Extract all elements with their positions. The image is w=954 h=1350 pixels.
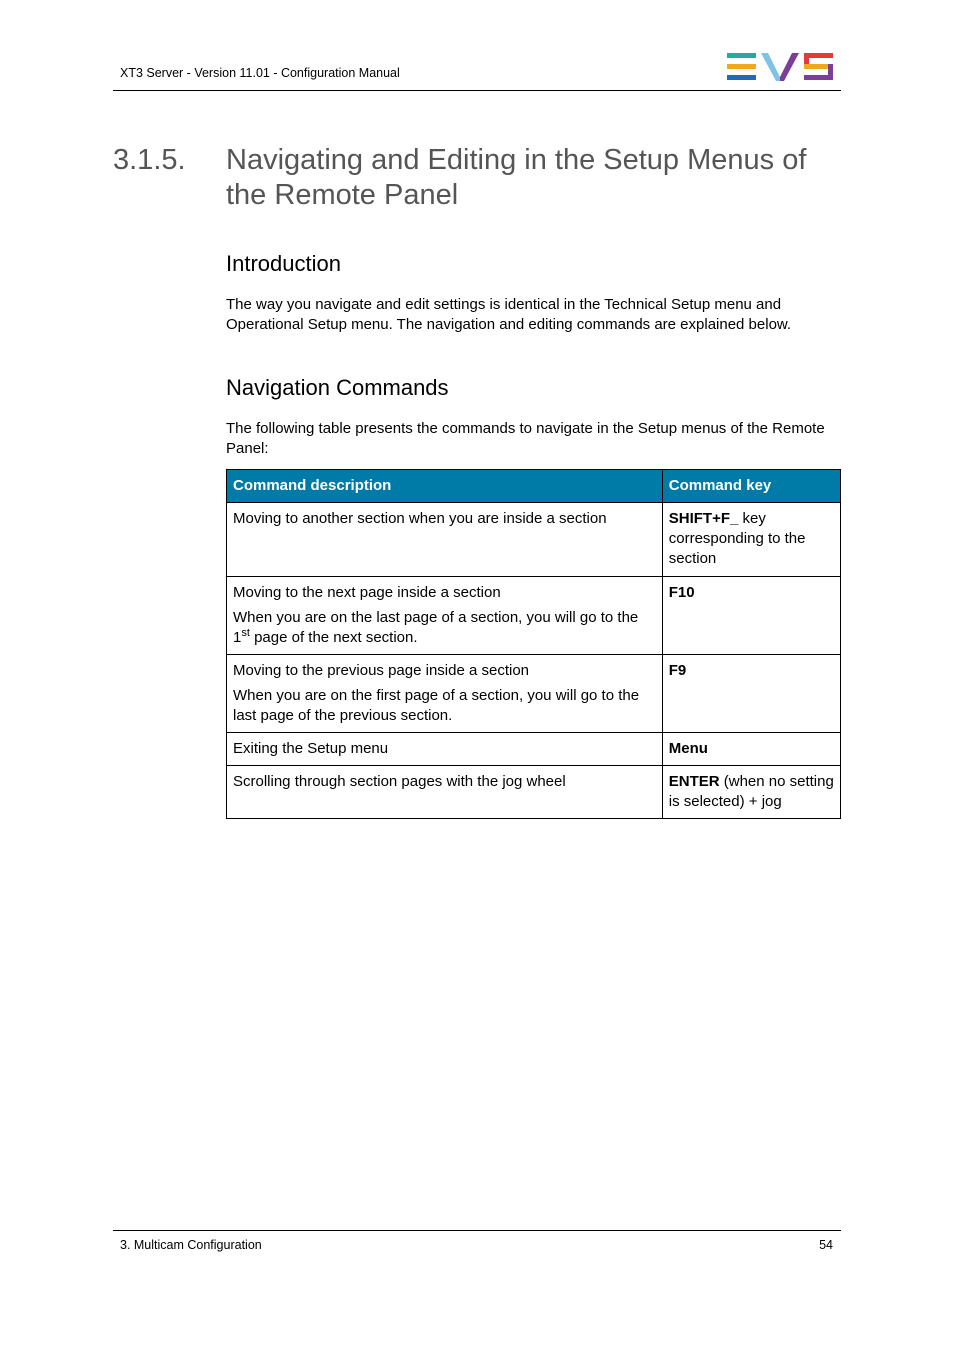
introduction-text: The way you navigate and edit settings is identical in the Technical Setup menu and Operational Setup menu. The navigation and editing commands are explained below. <box>226 296 792 333</box>
introduction-heading: Introduction <box>226 251 341 276</box>
command-key-cell: F10 <box>662 577 840 655</box>
table-row <box>227 503 841 577</box>
table-row <box>227 766 841 819</box>
table-header-row <box>227 470 841 503</box>
command-description-cell: Moving to the previous page inside a section When you are on the first page of a section, you will go to the last page of the previous section. <box>227 655 663 733</box>
navigation-text: The following table presents the commands to navigate in the Setup menus of the Remote Panel: <box>226 420 825 457</box>
command-description-cell: Scrolling through section pages with the jog wheel <box>227 766 663 819</box>
footer-divider <box>113 1230 841 1231</box>
command-description-cell: Exiting the Setup menu <box>227 733 663 766</box>
table-row <box>227 577 841 655</box>
command-key-cell: F9 <box>662 655 840 733</box>
section-number: 3.1.5. <box>113 144 186 176</box>
table-row <box>227 655 841 733</box>
command-description-cell: Moving to the next page inside a section When you are on the last page of a section, you will go to the 1st page of the next section. <box>227 577 663 655</box>
navigation-commands-table <box>226 469 841 819</box>
header-divider <box>113 90 841 91</box>
command-key-cell: Menu <box>662 733 840 766</box>
command-key-cell: SHIFT+F_ key corresponding to the section <box>662 503 840 577</box>
evs-logo-icon <box>727 53 833 81</box>
command-description-cell: Moving to another section when you are inside a section <box>227 503 663 577</box>
footer-chapter: 3. Multicam Configuration <box>120 1238 262 1252</box>
section-title: Navigating and Editing in the Setup Menus of the Remote Panel <box>226 144 807 211</box>
table-row <box>227 733 841 766</box>
header-command-key: Command key <box>662 470 840 503</box>
running-header: XT3 Server - Version 11.01 - Configuration Manual <box>120 66 400 80</box>
header-command-description: Command description <box>227 470 663 503</box>
navigation-heading: Navigation Commands <box>226 375 449 400</box>
page-number: 54 <box>819 1238 833 1252</box>
command-key-cell: ENTER (when no setting is selected) + jog <box>662 766 840 819</box>
